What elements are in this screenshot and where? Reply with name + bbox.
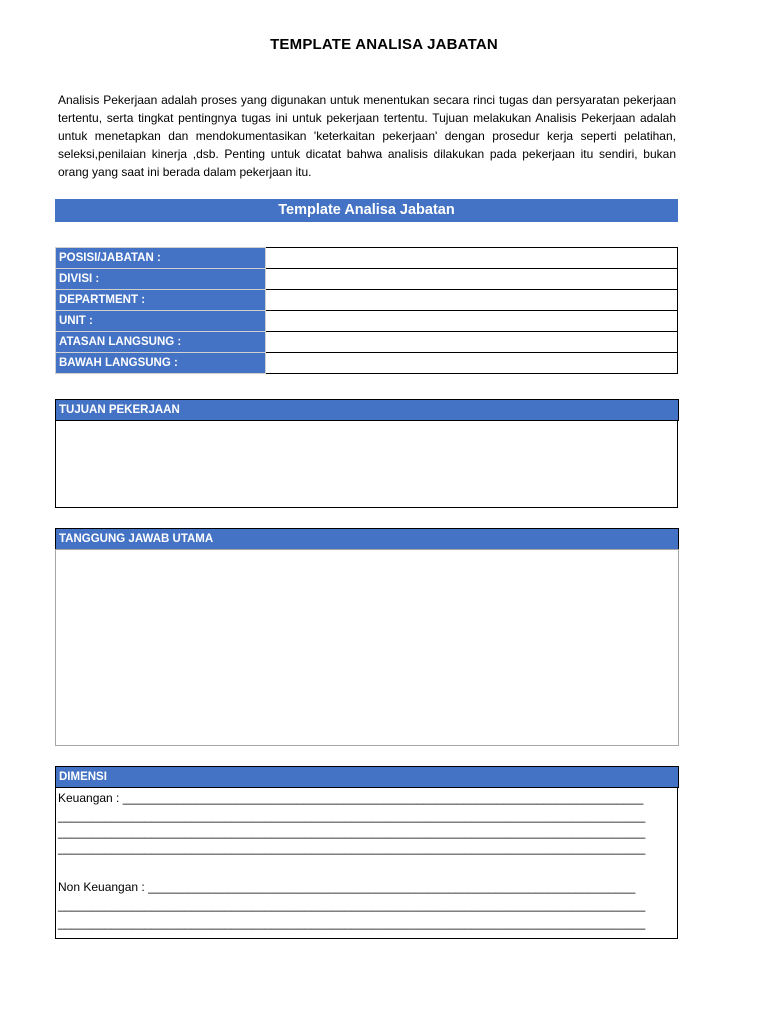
- blank-line[interactable]: ________________________________________________________________________________________: [58, 825, 646, 839]
- tanggung-jawab-heading: TANGGUNG JAWAB UTAMA: [55, 528, 679, 550]
- dimensi-heading: DIMENSI: [55, 766, 679, 788]
- info-label: POSISI/JABATAN :: [56, 248, 266, 269]
- blank-line[interactable]: ________________________________________________________________________________________: [58, 841, 646, 855]
- info-row-posisi: [56, 248, 678, 269]
- info-row-unit: [56, 311, 678, 332]
- tanggung-jawab-content-field[interactable]: [55, 549, 679, 746]
- job-info-table: [55, 247, 678, 374]
- keuangan-line[interactable]: Keuangan : ______________________________________________________________________________: [58, 791, 644, 805]
- intro-paragraph: Analisis Pekerjaan adalah proses yang digunakan untuk menentukan secara rinci tugas dan persyaratan pekerjaan tertentu, serta tingkat pentingnya tugas ini untuk pekerjaan tertentu. Tujuan melakukan Analisis Pekerjaan adalah untuk menetapkan dan mendokumentasikan 'keterkaitan pekerjaan' dengan prosedur kerja seperti pelatihan, seleksi,penilaian kinerja ,dsb. Penting untuk dicatat bahwa analisis dilakukan pada pekerjaan itu sendiri, bukan orang yang saat ini berada dalam pekerjaan itu.: [58, 93, 676, 179]
- unit-value-field[interactable]: [266, 311, 678, 332]
- tujuan-content-field[interactable]: [55, 420, 678, 508]
- posisi-value-field[interactable]: [266, 248, 678, 269]
- info-row-divisi: [56, 269, 678, 290]
- info-label: UNIT :: [56, 311, 266, 332]
- non-keuangan-line[interactable]: Non Keuangan : _________________________________________________________________________: [58, 880, 636, 894]
- bawah-value-field[interactable]: [266, 353, 678, 374]
- template-banner: Template Analisa Jabatan: [55, 199, 678, 222]
- divisi-value-field[interactable]: [266, 269, 678, 290]
- blank-line[interactable]: ________________________________________________________________________________________: [58, 916, 646, 930]
- info-label: ATASAN LANGSUNG :: [56, 332, 266, 353]
- info-row-department: [56, 290, 678, 311]
- tujuan-heading: TUJUAN PEKERJAAN: [55, 399, 679, 421]
- info-row-bawah: [56, 353, 678, 374]
- info-label: DEPARTMENT :: [56, 290, 266, 311]
- info-label: BAWAH LANGSUNG :: [56, 353, 266, 374]
- info-label: DIVISI :: [56, 269, 266, 290]
- document-title: TEMPLATE ANALISA JABATAN: [270, 36, 498, 53]
- info-row-atasan: [56, 332, 678, 353]
- blank-line[interactable]: ________________________________________________________________________________________: [58, 898, 646, 912]
- department-value-field[interactable]: [266, 290, 678, 311]
- blank-line[interactable]: ________________________________________________________________________________________: [58, 809, 646, 823]
- atasan-value-field[interactable]: [266, 332, 678, 353]
